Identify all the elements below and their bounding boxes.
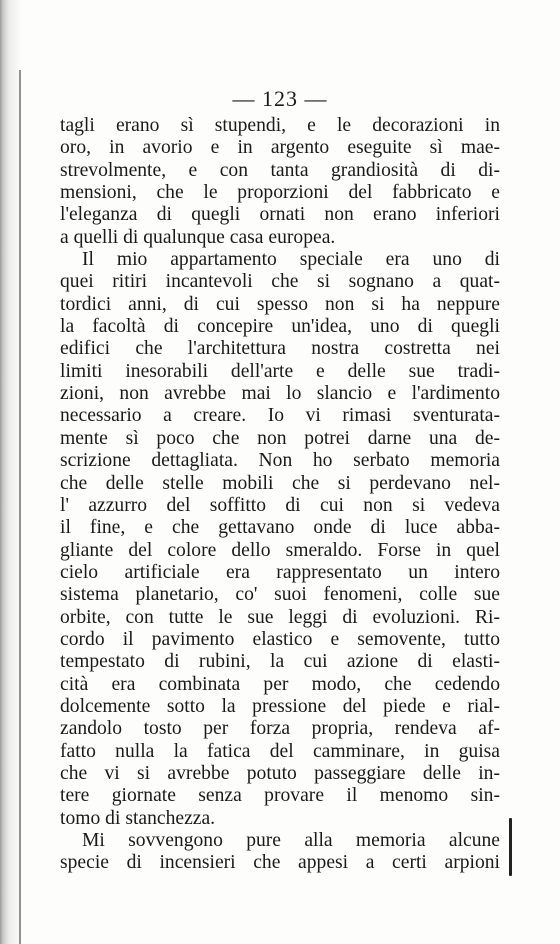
text-line: zioni, non avrebbe mai lo slancio e l'ardimento xyxy=(60,383,500,405)
margin-mark xyxy=(509,818,512,876)
text-line: mensioni, che le proporzioni del fabbricato e xyxy=(60,182,500,204)
text-line: tomo di stanchezza. xyxy=(60,807,216,829)
text-line: strevolmente, e con tanta grandiosità di di- xyxy=(60,159,500,181)
text-line: specie di incensieri che appesi a certi arpioni xyxy=(60,852,500,874)
text-line: mente sì poco che non potrei darne una de- xyxy=(60,427,500,449)
text-line: edifici che l'architettura nostra costretta nei xyxy=(60,338,500,360)
text-line: orbite, con tutte le sue leggi di evoluzioni. Ri- xyxy=(60,606,500,628)
text-line: quei ritiri incantevoli che si sognano a quat- xyxy=(60,271,500,293)
text-line: che vi si avrebbe potuto passeggiare delle in- xyxy=(60,762,500,784)
text-line: la facoltà di concepire un'idea, uno di quegli xyxy=(60,316,500,338)
text-line: Mi sovvengono pure alla memoria alcune xyxy=(82,830,500,851)
text-line: sistema planetario, co' suoi fenomeni, colle sue xyxy=(60,584,500,606)
text-line: zandolo tosto per forza propria, rendeva af- xyxy=(60,718,500,740)
binding-edge-line xyxy=(19,70,21,944)
text-line: necessario a creare. Io vi rimasi sventurata- xyxy=(60,405,500,427)
text-line: tempestato di rubini, la cui azione di elasti- xyxy=(60,651,500,673)
text-line: gliante del colore dello smeraldo. Forse in quel xyxy=(60,539,500,561)
text-line: l'eleganza di quegli ornati non erano inferiori xyxy=(60,204,500,226)
text-line: cielo artificiale era rappresentato un intero xyxy=(60,561,500,583)
text-line: fatto nulla la fatica del camminare, in guisa xyxy=(60,740,500,762)
text-line: cità era combinata per modo, che cedendo xyxy=(60,673,500,695)
text-line: tere giornate senza provare il menomo sin- xyxy=(60,785,500,807)
text-line: cordo il pavimento elastico e semovente, tutto xyxy=(60,628,500,650)
text-line: che delle stelle mobili che si perdevano nel- xyxy=(60,472,500,494)
text-line: tordici anni, di cui spesso non si ha neppure xyxy=(60,293,500,315)
text-line: l' azzurro del soffitto di cui non si vedeva xyxy=(60,494,500,516)
text-line: Il mio appartamento speciale era uno di xyxy=(82,249,500,271)
text-line: limiti inesorabili dell'arte e delle sue tradi- xyxy=(60,360,500,382)
text-line: scrizione dettagliata. Non ho serbato memoria xyxy=(60,450,500,472)
text-line: a quelli di qualunque casa europea. xyxy=(60,226,336,248)
text-line: il fine, e che gettavano onde di luce abba- xyxy=(60,517,500,539)
text-line: oro, in avorio e in argento eseguite sì mae- xyxy=(60,137,500,159)
text-line: tagli erano sì stupendi, e le decorazioni in xyxy=(60,115,500,136)
text-line: dolcemente sotto la pressione del piede e rial- xyxy=(60,695,500,717)
page-number: — 123 — xyxy=(232,86,328,111)
page-body-text xyxy=(60,115,500,875)
